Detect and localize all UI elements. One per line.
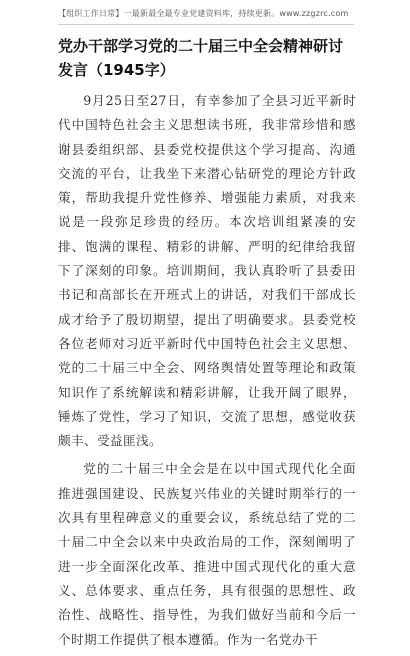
page-header: 【组织工作日常】一最新最全最专业党建资料库，持续更新。www.zzgzrc.com [58,9,349,18]
header-divider [58,24,354,25]
document-body [58,89,356,656]
paragraph: 党的二十届三中全会是在以中国式现代化全面推进强国建设、民族复兴伟业的关键时期举行的一次具有里程碑意义的重要会议，系统总结了党的二十届二中全会以来中央政治局的工作，深刻阐明了进一步全面深化改革、推进中国式现代化的重大意义、总体要求、重点任务，具有很强的思想性、政治性、战略性、指导性，为我们做好当前和今后一个时期工作提供了根本遵循。作为一名党办干 [58,461,356,647]
document-title: 党办干部学习党的二十届三中全会精神研讨发言（1945字） [58,37,344,79]
paragraph: 9月25日至27日，有幸参加了全县习近平新时代中国特色社会主义思想读书班，我非常珍惜和感谢县委组织部、县委党校提供这个学习提高、沟通交流的平台，让我坐下来潜心钻研党的理论方针政策，帮助我提升党性修养、增强能力素质，对我来说是一段弥足珍贵的经历。本次培训组紧凑的安排、饱满的课程、精彩的讲解、严明的纪律给我留下了深刻的印象。培训期间，我认真聆听了县委田书记和高部长在开班式上的讲话，对我们干部成长成才给予了殷切期望，提出了明确要求。县委党校各位老师对习近平新时代中国特色社会主义思想、党的二十届三中全会、网络舆情处置等理论和政策知识作了系统解读和精彩讲解，让我开阔了眼界，锤炼了党性，学习了知识，交流了思想，感觉收获颇丰、受益匪浅。 [58,93,356,449]
